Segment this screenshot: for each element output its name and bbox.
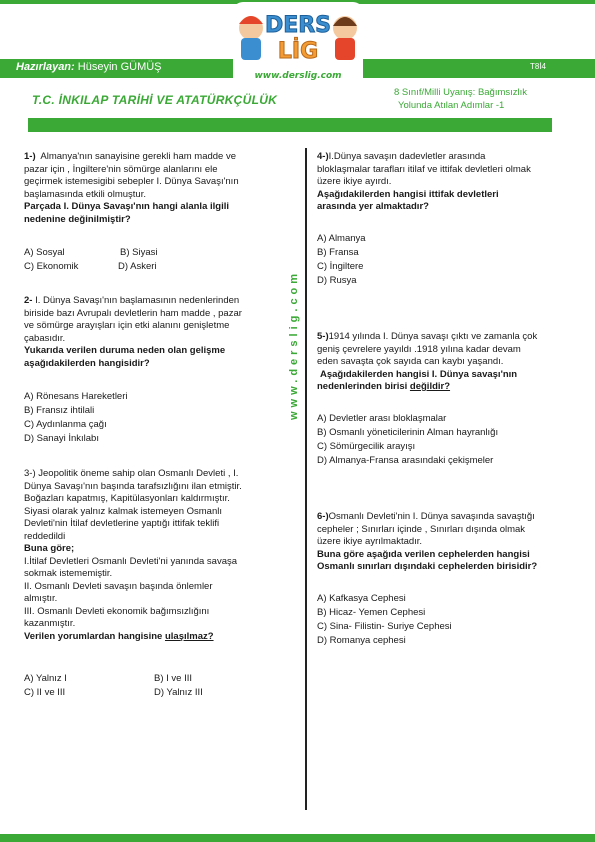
question-5 <box>317 331 579 394</box>
topic-line-1: 8 Sınıf/Milli Uyanış: Bağımsızlık <box>394 87 528 98</box>
q3-stem-line: Dünya Savaşı'nın başında tarafsızlığını ilan etmiştir. <box>24 480 242 492</box>
q3-option-b[interactable]: B) I ve III <box>154 673 193 684</box>
q5-stem-line: 1914 yılında I. Dünya savaşı çıktı ve zamanla çok <box>328 331 538 342</box>
q3-option-c[interactable]: C) II ve III <box>24 687 66 698</box>
q4-option-c[interactable]: C) İngiltere <box>317 261 364 272</box>
q3-item-line: I.İtilaf Devletleri Osmanlı Devleti'ni yanında savaşa <box>24 555 238 567</box>
q4-stem-line: I.Dünya savaşın dadevletler arasında <box>328 151 486 162</box>
author-name: Hüseyin GÜMÜŞ <box>77 61 162 73</box>
q6-option-a[interactable]: A) Kafkasya Cephesi <box>317 593 406 604</box>
q1-stem-line: başlamasında etkili olmuştur. <box>24 188 146 200</box>
q5-option-a[interactable]: A) Devletler arası bloklaşmalar <box>317 413 447 424</box>
q6-option-b[interactable]: B) Hicaz- Yemen Cephesi <box>317 607 426 618</box>
q2-option-a[interactable]: A) Rönesans Hareketleri <box>24 391 128 402</box>
prepared-label: Hazırlayan: <box>16 61 75 73</box>
q6-option-c[interactable]: C) Sina- Filistin- Suriye Cephesi <box>317 621 452 632</box>
q6-ask-line: Buna göre aşağıda verilen cephelerden hangisi <box>317 548 530 560</box>
q5-ask-line: Aşağıdakilerden hangisi I. Dünya savaşı'nın <box>320 368 518 380</box>
question-1 <box>24 151 286 226</box>
q2-stem-line: ve sömürge arayışları için etki alanını genişletme <box>24 320 230 331</box>
q1-option-c[interactable]: C) Ekonomik <box>24 261 79 272</box>
q4-ask-line: Aşağıdakilerden hangisi ittifak devletleri <box>317 188 499 200</box>
q1-option-d[interactable]: D) Askeri <box>118 261 157 272</box>
q1-stem-line: Almanya'nın sanayisine gerekli ham madde ve <box>40 151 237 162</box>
q6-stem-line: Osmanlı Devleti'nin I. Dünya savaşında savaştığı <box>328 511 535 522</box>
q4-option-a[interactable]: A) Almanya <box>317 233 366 244</box>
q3-item-line: III. Osmanlı Devleti ekonomik bağımsızlığını <box>24 605 210 617</box>
q1-stem-line: pazar için , İngiltere'nin sömürge alanlarını ele <box>24 163 218 175</box>
q2-option-b[interactable]: B) Fransız ihtilali <box>24 405 95 416</box>
q1-ask-line: nedenine değinilmiştir? <box>24 213 131 225</box>
q1-option-b[interactable]: B) Siyasi <box>120 247 158 258</box>
q5-stem-line: geniş çevrelere yayıldı .1918 yılına kadar devam <box>317 343 521 355</box>
q6-stem-line: cepheler ; Sınırları içinde , Sınırları dışında olmak <box>317 523 526 535</box>
question-2 <box>24 295 286 370</box>
q3-final-ask: Verilen yorumlardan hangisine <box>24 630 165 642</box>
q2-stem-line: çabasıdır. <box>24 332 66 344</box>
q3-item-line: II. Osmanlı Devleti savaşın başında önlemler <box>24 580 213 592</box>
q2-option-c[interactable]: C) Aydınlanma çağı <box>24 419 107 430</box>
q3-stem-line: Devleti'nin İtilaf devletlerine yaptığı ittifak teklifi <box>24 518 220 529</box>
q5-ask-line: nedenlerinden birisi <box>317 381 410 392</box>
q3-number: 3-) <box>24 468 36 479</box>
q6-option-d[interactable]: D) Romanya cephesi <box>317 635 406 646</box>
q3-item-line: sokmak istememiştir. <box>24 568 113 579</box>
logo-text-bottom: LİG <box>277 39 319 64</box>
q5-option-b[interactable]: B) Osmanlı yöneticilerinin Alman hayranlığı <box>317 427 499 438</box>
q3-stem-line: reddedildi <box>24 530 66 542</box>
q3-item-line: kazanmıştır. <box>24 618 76 629</box>
q3-final-underlined: ulaşılmaz? <box>164 630 214 642</box>
q6-ask-line: Osmanlı sınırları dışındaki cephelerden birisidir? <box>317 561 538 572</box>
watermark: www.derslig.com <box>288 269 300 420</box>
q2-stem-line: I. Dünya Savaşı'nın başlamasının nedenlerinden <box>35 295 240 306</box>
q6-stem-line: üzere ikiye ayrılmaktadır. <box>317 536 423 547</box>
q3-stem-line: Jeopolitik öneme sahip olan Osmanlı Devleti , I. <box>38 468 239 479</box>
q5-ask-underlined: değildir? <box>409 381 451 392</box>
q2-ask-line: aşağıdakilerden hangisidir? <box>24 357 150 369</box>
q5-option-c[interactable]: C) Sömürgecilik arayışı <box>317 441 416 452</box>
q5-number: 5-) <box>317 331 329 342</box>
subject-title: T.C. İNKILAP TARİHİ VE ATATÜRKÇÜLÜK <box>32 93 278 107</box>
q3-ask-line: Buna göre; <box>24 543 75 554</box>
bottom-accent-line <box>0 834 595 842</box>
q5-stem-line: eden savaşta çok sayıda can kaybı yaşandı. <box>317 356 504 367</box>
logo-text-top: DERS <box>264 13 332 38</box>
q3-option-a[interactable]: A) Yalnız I <box>24 673 67 684</box>
topic-title <box>394 86 564 112</box>
question-4 <box>317 151 579 214</box>
q4-ask-line: arasında yer almaktadır? <box>317 201 429 212</box>
q1-number: 1-) <box>24 151 36 162</box>
topic-line-2: Yolunda Atılan Adımlar -1 <box>398 100 505 111</box>
q2-number: 2- <box>24 295 33 306</box>
document-code: T8İ4 <box>530 62 547 71</box>
q3-item-line: almıştır. <box>24 593 58 604</box>
author-label <box>16 61 162 73</box>
q4-number: 4-) <box>317 151 329 162</box>
q4-stem-line: bloklaşmalar tarafları itilaf ve ittifak devletleri olmak <box>317 163 531 175</box>
column-divider <box>305 148 307 810</box>
q1-option-a[interactable]: A) Sosyal <box>24 247 65 258</box>
q3-stem-line: Boğazları kapatmış, Kapitülasyonları kaldırmıştır. <box>24 493 230 504</box>
header-green-band <box>28 118 552 132</box>
q4-option-d[interactable]: D) Rusya <box>317 275 357 286</box>
q1-ask-line: Parçada I. Dünya Savaşı'nın hangi alanla ilgili <box>24 201 229 212</box>
q1-stem-line: geçirmek istemesigibi sebepler I. Dünya Savaşı'nın <box>24 176 239 187</box>
q2-ask-line: Yukarıda verilen duruma neden olan gelişme <box>24 345 226 356</box>
derslig-logo <box>233 2 363 88</box>
q6-number: 6-) <box>317 511 329 522</box>
q4-option-b[interactable]: B) Fransa <box>317 247 359 258</box>
logo-url: www.derslig.com <box>254 71 342 81</box>
q2-option-d[interactable]: D) Sanayi İnkılabı <box>24 433 99 444</box>
q3-option-d[interactable]: D) Yalnız III <box>154 687 203 698</box>
question-6 <box>317 511 587 574</box>
question-3 <box>24 468 286 643</box>
q5-option-d[interactable]: D) Almanya-Fransa arasındaki çekişmeler <box>317 455 494 466</box>
q4-stem-line: üzere ikiye ayırdı. <box>317 176 392 187</box>
q3-stem-line: Siyasi olarak yalnız kalmak istemeyen Osmanlı <box>24 505 222 517</box>
q2-stem-line: biriside bazı Avrupalı devletlerin ham madde , pazar <box>24 307 242 319</box>
